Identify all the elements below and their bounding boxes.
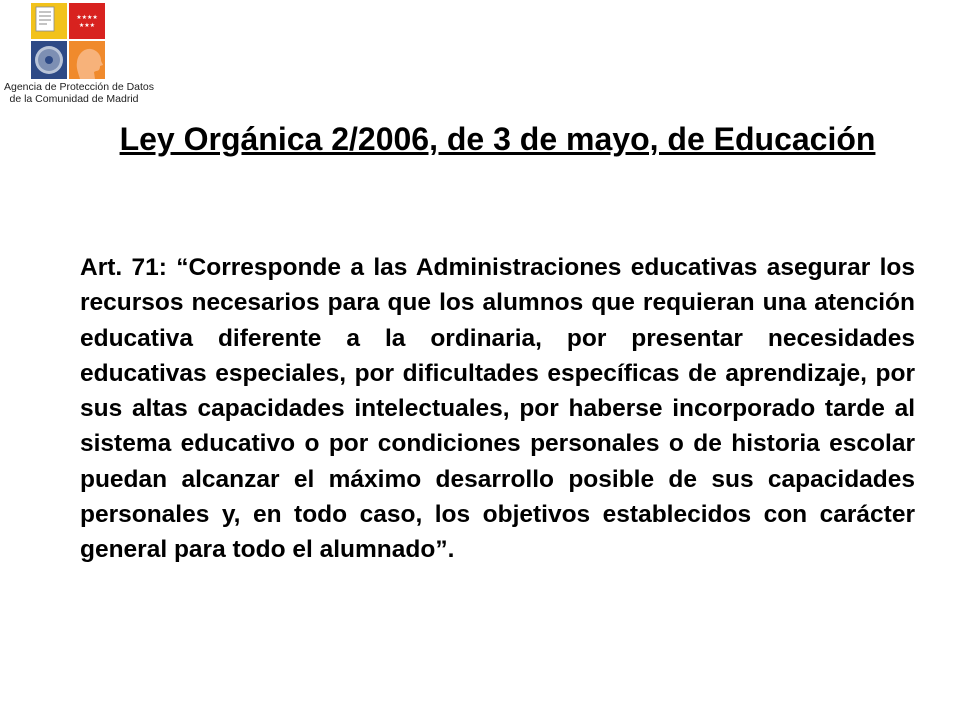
disc-icon: [31, 41, 67, 79]
organization-name-line2: de la Comunidad de Madrid: [9, 93, 139, 105]
person-profile-icon: [69, 41, 105, 79]
svg-text:★★★: ★★★: [78, 22, 96, 29]
article-text: Art. 71: “Corresponde a las Administraciones educativas asegurar los recursos necesarios para que los alumnos que requieran una atención educativa diferente a la ordinaria, por presentar necesidades educativas especiales, por dificultades específicas de aprendizaje, por sus altas capacidades intelectuales, por haberse incorporado tarde al sistema educativo o por condiciones personales o de historia escolar puedan alcanzar el máximo desarrollo posible de sus capacidades personales y, en todo caso, los objetivos establecidos con carácter general para todo el alumnado”.: [80, 254, 915, 564]
logo-mark: [30, 2, 106, 80]
madrid-stars-flag-icon: [69, 3, 105, 39]
organization-name: [4, 81, 155, 105]
organization-name-line1: Agencia de Protección de Datos: [4, 81, 155, 93]
document-icon: [31, 3, 67, 39]
organization-logo: [4, 2, 155, 110]
document-title: Ley Orgánica 2/2006, de 3 de mayo, de Educación: [119, 121, 876, 157]
svg-text:★★★★: ★★★★: [76, 14, 98, 21]
